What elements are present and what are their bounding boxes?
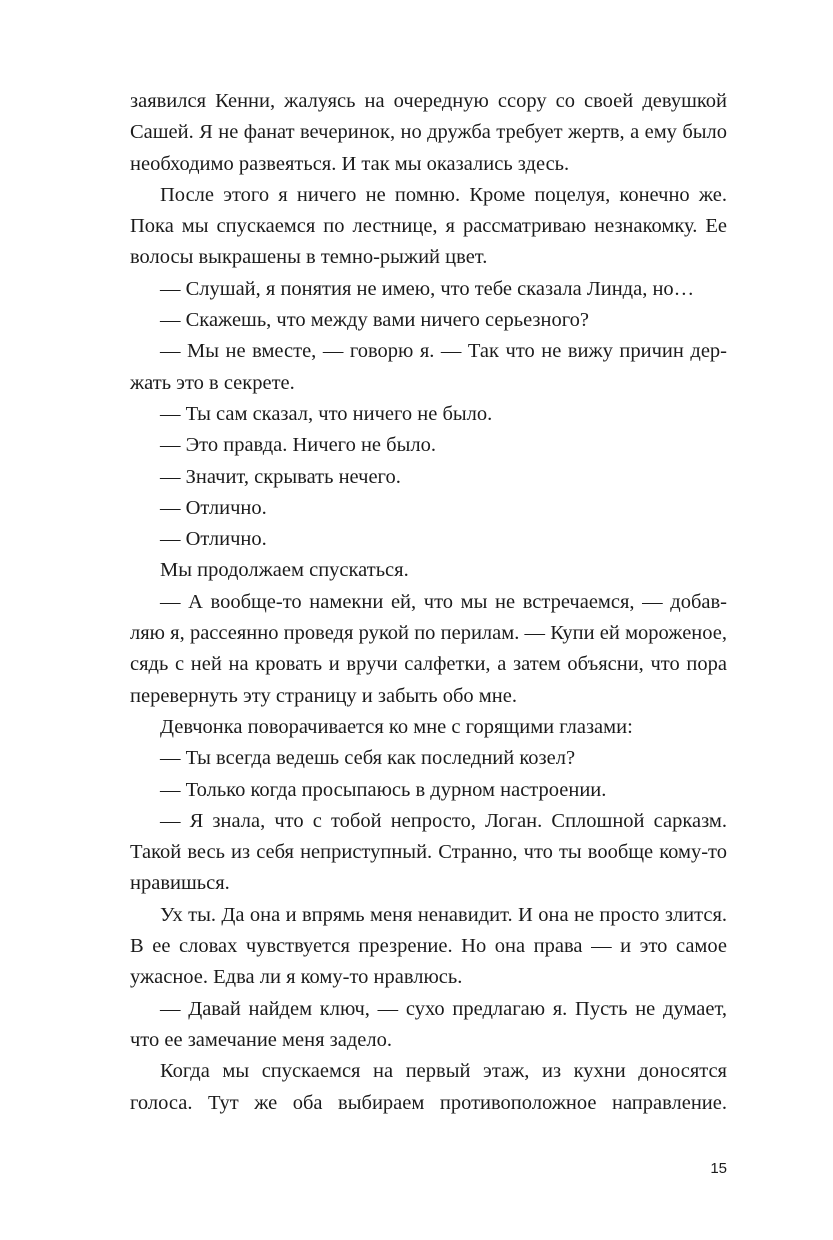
- body-text: [130, 86, 727, 1119]
- paragraph: После этого я ничего не помню. Кроме поцелуя, конечно же. Пока мы спускаемся по лестнице, я рассматриваю незнакомку. Ее волосы выкрашены в темно-рыжий цвет.: [130, 183, 727, 269]
- dialogue-line: — Значит, скрывать нечего.: [160, 465, 401, 488]
- dialogue-line: — Отлично.: [160, 528, 267, 551]
- paragraph: заявился Кенни, жалуясь на очередную ссору со своей девушкой Сашей. Я не фанат вечеринок, но дружба требует жертв, а ему было необходимо развеяться. И так мы оказались здесь.: [130, 90, 727, 175]
- dialogue-line: — Мы не вместе, — говорю я. — Так что не вижу причин держать это в секрете.: [130, 340, 727, 394]
- dialogue-line: — Только когда просыпаюсь в дурном настроении.: [160, 778, 607, 801]
- paragraph: Когда мы спускаемся на первый этаж, из кухни доносятся голоса. Тут же оба выбираем противоположное направление.: [130, 1060, 727, 1114]
- dialogue-line: — Слушай, я понятия не имею, что тебе сказала Линда, но…: [160, 277, 695, 300]
- dialogue-line: — А вообще-то намекни ей, что мы не встречаемся, — добавляю я, рассеянно проведя рукой по перилам. — Купи ей мороженое, сядь с ней на кровать и вручи салфетки, а затем объясни, что пора перевернуть эту страницу и забыть обо мне.: [130, 590, 727, 707]
- dialogue-line: — Я знала, что с тобой непросто, Логан. Сплошной сарказм. Такой весь из себя неприступный. Странно, что ты вообще кому-то нравишься.: [130, 809, 727, 895]
- dialogue-line: — Отлично.: [160, 496, 267, 519]
- dialogue-line: — Скажешь, что между вами ничего серьезного?: [160, 309, 589, 332]
- paragraph: Девчонка поворачивается ко мне с горящими глазами:: [160, 715, 633, 738]
- paragraph: Мы продолжаем спускаться.: [160, 559, 409, 582]
- page-number: 15: [710, 1160, 727, 1177]
- dialogue-line: — Давай найдем ключ, — сухо предлагаю я. Пусть не думает, что ее замечание меня задело.: [130, 997, 727, 1051]
- dialogue-line: — Ты всегда ведешь себя как последний козел?: [160, 747, 576, 770]
- paragraph: Ух ты. Да она и впрямь меня ненавидит. И она не просто злится. В ее словах чувствуется презрение. Но она права — и это самое ужасное. Едва ли я кому-то нравлюсь.: [130, 903, 727, 989]
- dialogue-line: — Ты сам сказал, что ничего не было.: [160, 402, 493, 425]
- dialogue-line: — Это правда. Ничего не было.: [160, 434, 436, 457]
